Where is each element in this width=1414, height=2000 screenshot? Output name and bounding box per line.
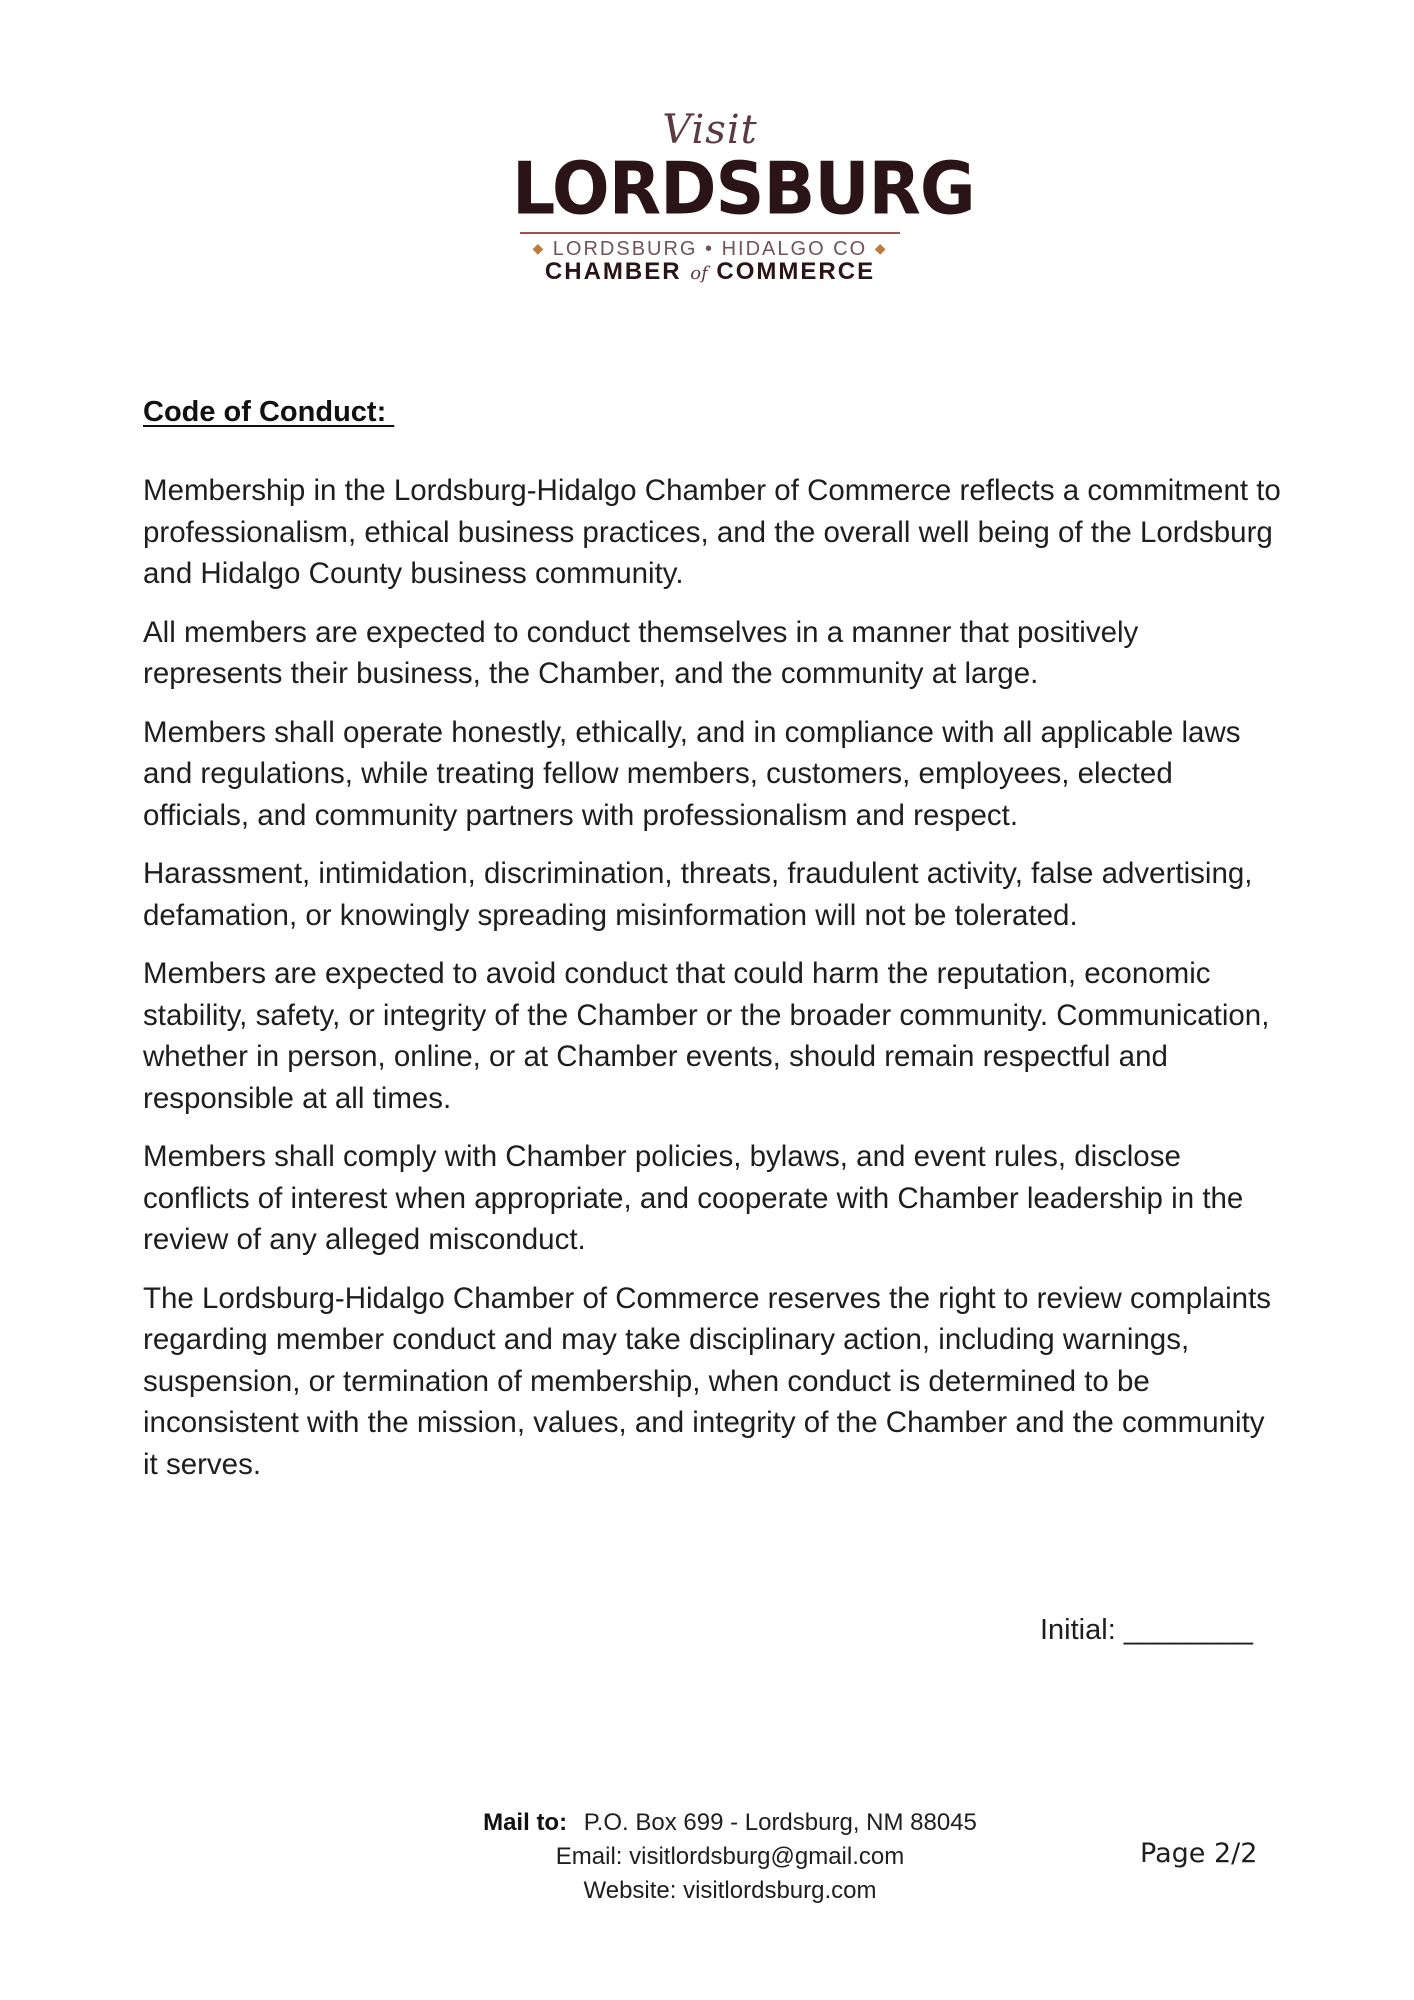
logo-chamber-right: COMMERCE xyxy=(716,258,876,285)
footer-email: Email: visitlordsburg@gmail.com xyxy=(555,1843,905,1870)
logo-subline-text: LORDSBURG • HIDALGO CO xyxy=(552,238,868,260)
paragraph-disciplinary-action: The Lordsburg-Hidalgo Chamber of Commerce reserves the right to review complaints regarding member conduct and may take disciplinary action, including warnings, suspension, or termination of membership, when conduct is determined to be inconsistent with the mission, values, and integrity of the Chamber and the community it serves. xyxy=(143,1281,1272,1481)
logo-chamber-line xyxy=(512,258,908,288)
chamber-logo xyxy=(512,107,975,285)
document-body xyxy=(143,470,1283,1502)
logo-chamber-of: of xyxy=(690,263,708,284)
document-heading: Code of Conduct: xyxy=(143,396,395,428)
page-number: Page 2/2 xyxy=(1140,1838,1258,1869)
logo-visit-text: Visit xyxy=(662,107,758,153)
diamond-icon: ◆ xyxy=(532,240,546,256)
paragraph-communication: Members are expected to avoid conduct that could harm the reputation, economic stability, safety, or integrity of the Chamber or the broader community. Communication, whether in person, online, or at Chamber events, should remain respectful and responsible at all times. xyxy=(143,957,1270,1115)
paragraph-membership: Membership in the Lordsburg-Hidalgo Chamber of Commerce reflects a commitment to professionalism, ethical business practices, and the overall well being of the Lordsburg and Hidalgo County business community. xyxy=(143,474,1281,590)
logo-chamber-left: CHAMBER xyxy=(544,258,682,285)
paragraph-compliance: Members shall comply with Chamber policies, bylaws, and event rules, disclose conflicts of interest when appropriate, and cooperate with Chamber leadership in the review of any alleged misconduct. xyxy=(143,1140,1244,1256)
footer-mail-address: P.O. Box 699 - Lordsburg, NM 88045 xyxy=(583,1809,977,1836)
footer-website: Website: visitlordsburg.com xyxy=(583,1877,877,1904)
paragraph-operations: Members shall operate honestly, ethically, and in compliance with all applicable laws and regulations, while treating fellow members, customers, employees, elected officials, and community partners with professionalism and respect. xyxy=(143,715,1241,832)
logo-name-text: LORDSBURG xyxy=(512,148,975,232)
initial-field: Initial: ________ xyxy=(1040,1614,1253,1646)
footer-contact xyxy=(430,1806,1030,1908)
logo-divider xyxy=(520,232,900,234)
footer-mail-label: Mail to: xyxy=(483,1809,568,1836)
paragraph-prohibited-conduct: Harassment, intimidation, discrimination, threats, fraudulent activity, false advertising, defamation, or knowingly spreading misinformation will not be tolerated. xyxy=(143,857,1253,932)
paragraph-expectations: All members are expected to conduct themselves in a manner that positively represents their business, the Chamber, and the community at large. xyxy=(143,615,1139,690)
footer-mail-line xyxy=(430,1806,1030,1840)
diamond-icon: ◆ xyxy=(874,240,888,256)
